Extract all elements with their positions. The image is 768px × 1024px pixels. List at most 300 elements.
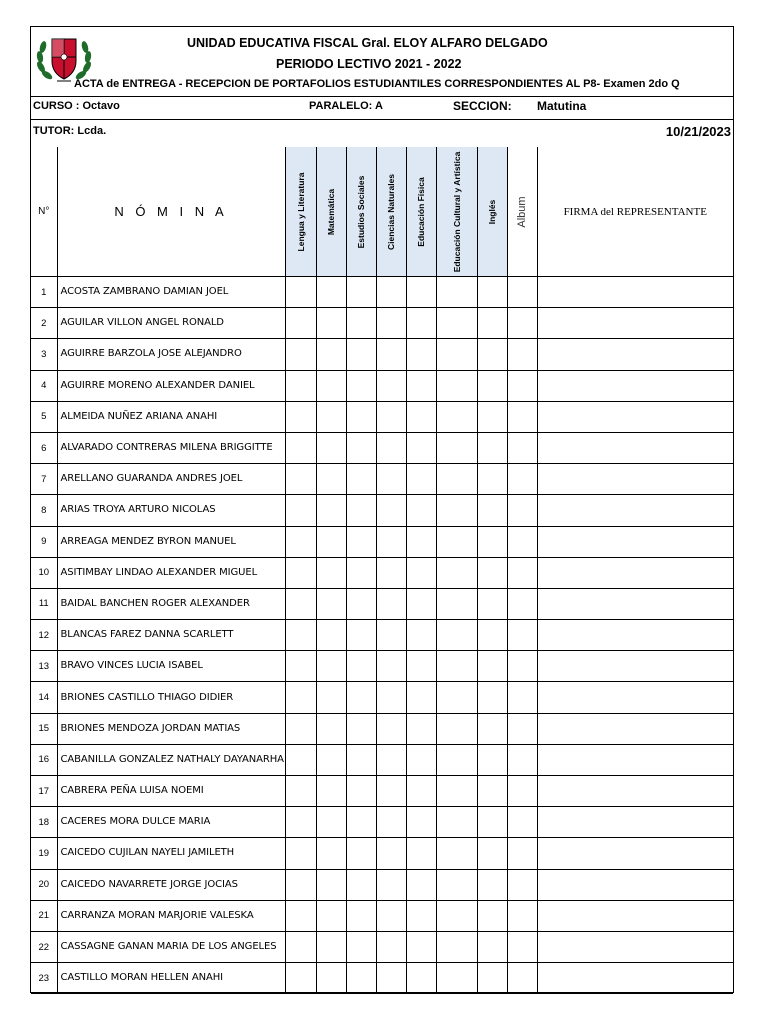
check-cell[interactable] xyxy=(477,588,507,619)
check-cell[interactable] xyxy=(477,277,507,308)
check-cell[interactable] xyxy=(285,682,316,713)
check-cell[interactable] xyxy=(316,776,346,807)
signature-cell[interactable] xyxy=(537,651,733,682)
check-cell[interactable] xyxy=(376,401,406,432)
signature-cell[interactable] xyxy=(537,713,733,744)
check-cell[interactable] xyxy=(285,401,316,432)
row-number: 4 xyxy=(31,370,57,401)
check-cell[interactable] xyxy=(346,526,376,557)
check-cell[interactable] xyxy=(436,963,477,994)
check-cell[interactable] xyxy=(316,401,346,432)
check-cell[interactable] xyxy=(346,339,376,370)
check-cell[interactable] xyxy=(285,651,316,682)
check-cell[interactable] xyxy=(376,277,406,308)
check-cell[interactable] xyxy=(507,869,537,900)
signature-cell[interactable] xyxy=(537,776,733,807)
check-cell[interactable] xyxy=(346,432,376,463)
check-cell[interactable] xyxy=(346,838,376,869)
signature-cell[interactable] xyxy=(537,963,733,994)
paralelo-label: PARALELO: A xyxy=(309,100,383,112)
check-cell[interactable] xyxy=(316,651,346,682)
check-cell[interactable] xyxy=(507,620,537,651)
check-cell[interactable] xyxy=(436,776,477,807)
subject-label: Matemática xyxy=(326,188,336,235)
table-row xyxy=(31,339,733,370)
check-cell[interactable] xyxy=(285,495,316,526)
check-cell[interactable] xyxy=(477,744,507,775)
row-number: 8 xyxy=(31,495,57,526)
check-cell[interactable] xyxy=(316,557,346,588)
table-row xyxy=(31,838,733,869)
check-cell[interactable] xyxy=(376,838,406,869)
header-subject xyxy=(346,147,376,277)
row-number: 12 xyxy=(31,620,57,651)
check-cell[interactable] xyxy=(346,277,376,308)
check-cell[interactable] xyxy=(285,807,316,838)
check-cell[interactable] xyxy=(346,869,376,900)
table-row xyxy=(31,277,733,308)
student-name: CASSAGNE GANAN MARIA DE LOS ANGELES xyxy=(57,931,285,962)
student-name: ALVARADO CONTRERAS MILENA BRIGGITTE xyxy=(57,432,285,463)
check-cell[interactable] xyxy=(316,620,346,651)
check-cell[interactable] xyxy=(436,744,477,775)
check-cell[interactable] xyxy=(346,713,376,744)
header-signature: FIRMA del REPRESENTANTE xyxy=(537,147,733,277)
check-cell[interactable] xyxy=(346,370,376,401)
check-cell[interactable] xyxy=(406,807,436,838)
check-cell[interactable] xyxy=(477,869,507,900)
student-name: ALMEIDA NUÑEZ ARIANA ANAHI xyxy=(57,401,285,432)
check-cell[interactable] xyxy=(406,869,436,900)
check-cell[interactable] xyxy=(285,776,316,807)
curso-label: CURSO : Octavo xyxy=(33,100,120,112)
table-row xyxy=(31,807,733,838)
check-cell[interactable] xyxy=(477,495,507,526)
check-cell[interactable] xyxy=(285,900,316,931)
table-row xyxy=(31,744,733,775)
student-name: ARELLANO GUARANDA ANDRES JOEL xyxy=(57,464,285,495)
check-cell[interactable] xyxy=(346,495,376,526)
student-name: ASITIMBAY LINDAO ALEXANDER MIGUEL xyxy=(57,557,285,588)
student-name: CASTILLO MORAN HELLEN ANAHI xyxy=(57,963,285,994)
row-number: 9 xyxy=(31,526,57,557)
table-row xyxy=(31,557,733,588)
check-cell[interactable] xyxy=(316,807,346,838)
student-name: BRIONES MENDOZA JORDAN MATIAS xyxy=(57,713,285,744)
header-subject xyxy=(285,147,316,277)
check-cell[interactable] xyxy=(406,931,436,962)
check-cell[interactable] xyxy=(285,838,316,869)
check-cell[interactable] xyxy=(346,776,376,807)
check-cell[interactable] xyxy=(507,370,537,401)
check-cell[interactable] xyxy=(477,432,507,463)
check-cell[interactable] xyxy=(316,869,346,900)
check-cell[interactable] xyxy=(507,931,537,962)
check-cell[interactable] xyxy=(285,277,316,308)
portfolio-table xyxy=(31,147,733,994)
student-name: AGUILAR VILLON ANGEL RONALD xyxy=(57,308,285,339)
check-cell[interactable] xyxy=(477,931,507,962)
check-cell[interactable] xyxy=(346,963,376,994)
header-subject xyxy=(406,147,436,277)
check-cell[interactable] xyxy=(507,464,537,495)
row-number: 10 xyxy=(31,557,57,588)
check-cell[interactable] xyxy=(436,401,477,432)
check-cell[interactable] xyxy=(507,963,537,994)
check-cell[interactable] xyxy=(316,370,346,401)
signature-cell[interactable] xyxy=(537,370,733,401)
check-cell[interactable] xyxy=(406,339,436,370)
check-cell[interactable] xyxy=(507,308,537,339)
row-number: 22 xyxy=(31,931,57,962)
check-cell[interactable] xyxy=(316,588,346,619)
check-cell[interactable] xyxy=(376,900,406,931)
check-cell[interactable] xyxy=(285,557,316,588)
check-cell[interactable] xyxy=(376,620,406,651)
check-cell[interactable] xyxy=(406,620,436,651)
check-cell[interactable] xyxy=(316,339,346,370)
check-cell[interactable] xyxy=(406,776,436,807)
check-cell[interactable] xyxy=(406,900,436,931)
student-name: CACERES MORA DULCE MARIA xyxy=(57,807,285,838)
check-cell[interactable] xyxy=(477,713,507,744)
check-cell[interactable] xyxy=(285,432,316,463)
table-row xyxy=(31,526,733,557)
check-cell[interactable] xyxy=(376,370,406,401)
check-cell[interactable] xyxy=(507,744,537,775)
check-cell[interactable] xyxy=(477,370,507,401)
check-cell[interactable] xyxy=(316,963,346,994)
check-cell[interactable] xyxy=(477,651,507,682)
check-cell[interactable] xyxy=(316,931,346,962)
check-cell[interactable] xyxy=(507,339,537,370)
check-cell[interactable] xyxy=(376,495,406,526)
check-cell[interactable] xyxy=(477,807,507,838)
check-cell[interactable] xyxy=(477,838,507,869)
signature-cell[interactable] xyxy=(537,339,733,370)
student-name: BRIONES CASTILLO THIAGO DIDIER xyxy=(57,682,285,713)
row-number: 2 xyxy=(31,308,57,339)
table-row xyxy=(31,776,733,807)
check-cell[interactable] xyxy=(436,900,477,931)
signature-cell[interactable] xyxy=(537,682,733,713)
header-subject xyxy=(436,147,477,277)
check-cell[interactable] xyxy=(376,651,406,682)
check-cell[interactable] xyxy=(316,432,346,463)
row-number: 21 xyxy=(31,900,57,931)
student-name: AGUIRRE BARZOLA JOSE ALEJANDRO xyxy=(57,339,285,370)
signature-cell[interactable] xyxy=(537,401,733,432)
check-cell[interactable] xyxy=(477,682,507,713)
check-cell[interactable] xyxy=(406,370,436,401)
row-number: 1 xyxy=(31,277,57,308)
tutor-label: TUTOR: Lcda. xyxy=(33,125,107,137)
check-cell[interactable] xyxy=(285,339,316,370)
check-cell[interactable] xyxy=(346,557,376,588)
check-cell[interactable] xyxy=(436,370,477,401)
divider xyxy=(31,96,733,97)
row-number: 17 xyxy=(31,776,57,807)
row-number: 11 xyxy=(31,588,57,619)
check-cell[interactable] xyxy=(285,526,316,557)
row-number: 18 xyxy=(31,807,57,838)
signature-cell[interactable] xyxy=(537,464,733,495)
check-cell[interactable] xyxy=(507,682,537,713)
table-row xyxy=(31,401,733,432)
check-cell[interactable] xyxy=(406,464,436,495)
check-cell[interactable] xyxy=(406,963,436,994)
check-cell[interactable] xyxy=(316,495,346,526)
signature-cell[interactable] xyxy=(537,308,733,339)
signature-cell[interactable] xyxy=(537,277,733,308)
check-cell[interactable] xyxy=(477,620,507,651)
check-cell[interactable] xyxy=(406,651,436,682)
check-cell[interactable] xyxy=(436,526,477,557)
check-cell[interactable] xyxy=(477,557,507,588)
header-album xyxy=(507,147,537,277)
student-name: BAIDAL BANCHEN ROGER ALEXANDER xyxy=(57,588,285,619)
check-cell[interactable] xyxy=(507,776,537,807)
check-cell[interactable] xyxy=(376,464,406,495)
check-cell[interactable] xyxy=(436,277,477,308)
check-cell[interactable] xyxy=(507,277,537,308)
check-cell[interactable] xyxy=(376,869,406,900)
check-cell[interactable] xyxy=(436,713,477,744)
check-cell[interactable] xyxy=(436,651,477,682)
signature-cell[interactable] xyxy=(537,588,733,619)
row-number: 14 xyxy=(31,682,57,713)
check-cell[interactable] xyxy=(406,277,436,308)
check-cell[interactable] xyxy=(346,900,376,931)
student-name: CAICEDO NAVARRETE JORGE JOCIAS xyxy=(57,869,285,900)
check-cell[interactable] xyxy=(346,464,376,495)
check-cell[interactable] xyxy=(436,308,477,339)
check-cell[interactable] xyxy=(436,869,477,900)
check-cell[interactable] xyxy=(346,931,376,962)
document-date: 10/21/2023 xyxy=(665,124,731,139)
check-cell[interactable] xyxy=(346,588,376,619)
check-cell[interactable] xyxy=(436,432,477,463)
check-cell[interactable] xyxy=(316,682,346,713)
check-cell[interactable] xyxy=(346,744,376,775)
header-number: N° xyxy=(31,147,57,277)
check-cell[interactable] xyxy=(406,495,436,526)
album-label: Album xyxy=(516,195,528,228)
signature-cell[interactable] xyxy=(537,557,733,588)
table-row xyxy=(31,464,733,495)
check-cell[interactable] xyxy=(376,931,406,962)
subject-label: Educación Cultural y Artística xyxy=(451,151,462,272)
row-number: 16 xyxy=(31,744,57,775)
check-cell[interactable] xyxy=(406,526,436,557)
check-cell[interactable] xyxy=(436,807,477,838)
table-row xyxy=(31,370,733,401)
check-cell[interactable] xyxy=(376,807,406,838)
student-name: BLANCAS FAREZ DANNA SCARLETT xyxy=(57,620,285,651)
signature-cell[interactable] xyxy=(537,807,733,838)
check-cell[interactable] xyxy=(316,744,346,775)
check-cell[interactable] xyxy=(507,557,537,588)
row-number: 20 xyxy=(31,869,57,900)
student-name: AGUIRRE MORENO ALEXANDER DANIEL xyxy=(57,370,285,401)
table-row xyxy=(31,620,733,651)
check-cell[interactable] xyxy=(436,339,477,370)
check-cell[interactable] xyxy=(376,339,406,370)
table-row xyxy=(31,495,733,526)
check-cell[interactable] xyxy=(285,744,316,775)
check-cell[interactable] xyxy=(285,308,316,339)
row-number: 6 xyxy=(31,432,57,463)
header-nomina: N Ó M I N A xyxy=(57,147,285,277)
header-subject xyxy=(376,147,406,277)
signature-cell[interactable] xyxy=(537,620,733,651)
table-row xyxy=(31,931,733,962)
check-cell[interactable] xyxy=(376,744,406,775)
check-cell[interactable] xyxy=(507,526,537,557)
check-cell[interactable] xyxy=(406,713,436,744)
row-number: 15 xyxy=(31,713,57,744)
student-name: ARREAGA MENDEZ BYRON MANUEL xyxy=(57,526,285,557)
check-cell[interactable] xyxy=(507,432,537,463)
check-cell[interactable] xyxy=(346,682,376,713)
check-cell[interactable] xyxy=(507,900,537,931)
signature-cell[interactable] xyxy=(537,526,733,557)
check-cell[interactable] xyxy=(285,869,316,900)
check-cell[interactable] xyxy=(436,838,477,869)
check-cell[interactable] xyxy=(316,838,346,869)
check-cell[interactable] xyxy=(507,807,537,838)
check-cell[interactable] xyxy=(285,588,316,619)
check-cell[interactable] xyxy=(285,963,316,994)
divider xyxy=(31,119,733,120)
check-cell[interactable] xyxy=(376,682,406,713)
check-cell[interactable] xyxy=(477,963,507,994)
table-row xyxy=(31,682,733,713)
check-cell[interactable] xyxy=(477,401,507,432)
check-cell[interactable] xyxy=(507,588,537,619)
check-cell[interactable] xyxy=(507,401,537,432)
check-cell[interactable] xyxy=(316,900,346,931)
check-cell[interactable] xyxy=(376,588,406,619)
check-cell[interactable] xyxy=(406,744,436,775)
check-cell[interactable] xyxy=(406,557,436,588)
check-cell[interactable] xyxy=(507,838,537,869)
signature-cell[interactable] xyxy=(537,744,733,775)
check-cell[interactable] xyxy=(477,526,507,557)
signature-cell[interactable] xyxy=(537,931,733,962)
check-cell[interactable] xyxy=(346,308,376,339)
check-cell[interactable] xyxy=(285,713,316,744)
check-cell[interactable] xyxy=(285,370,316,401)
check-cell[interactable] xyxy=(376,713,406,744)
subject-label: Lengua y Literatura xyxy=(295,172,306,251)
check-cell[interactable] xyxy=(376,776,406,807)
student-name: CABRERA PEÑA LUISA NOEMI xyxy=(57,776,285,807)
check-cell[interactable] xyxy=(477,339,507,370)
check-cell[interactable] xyxy=(436,557,477,588)
check-cell[interactable] xyxy=(507,651,537,682)
acta-sheet xyxy=(30,26,734,993)
signature-cell[interactable] xyxy=(537,838,733,869)
row-number: 3 xyxy=(31,339,57,370)
signature-cell[interactable] xyxy=(537,495,733,526)
check-cell[interactable] xyxy=(406,401,436,432)
table-header-row xyxy=(31,147,733,277)
check-cell[interactable] xyxy=(316,713,346,744)
table-row xyxy=(31,963,733,994)
subject-label: Educación Física xyxy=(416,176,426,247)
check-cell[interactable] xyxy=(316,464,346,495)
student-name: CARRANZA MORAN MARJORIE VALESKA xyxy=(57,900,285,931)
student-name: CABANILLA GONZALEZ NATHALY DAYANARHA xyxy=(57,744,285,775)
check-cell[interactable] xyxy=(406,682,436,713)
student-name: ARIAS TROYA ARTURO NICOLAS xyxy=(57,495,285,526)
school-name: UNIDAD EDUCATIVA FISCAL Gral. ELOY ALFARO DELGADO xyxy=(187,36,548,50)
student-name: BRAVO VINCES LUCIA ISABEL xyxy=(57,651,285,682)
check-cell[interactable] xyxy=(436,495,477,526)
check-cell[interactable] xyxy=(436,588,477,619)
row-number: 7 xyxy=(31,464,57,495)
check-cell[interactable] xyxy=(376,963,406,994)
check-cell[interactable] xyxy=(316,277,346,308)
check-cell[interactable] xyxy=(477,776,507,807)
check-cell[interactable] xyxy=(346,651,376,682)
row-number: 5 xyxy=(31,401,57,432)
check-cell[interactable] xyxy=(346,807,376,838)
signature-cell[interactable] xyxy=(537,900,733,931)
check-cell[interactable] xyxy=(316,526,346,557)
student-name: CAICEDO CUJILAN NAYELI JAMILETH xyxy=(57,838,285,869)
subject-label: Inglés xyxy=(487,199,497,224)
check-cell[interactable] xyxy=(477,464,507,495)
act-title: ACTA de ENTREGA - RECEPCION DE PORTAFOLIOS ESTUDIANTILES CORRESPONDIENTES AL P8- Examen 2do Q xyxy=(74,78,680,90)
check-cell[interactable] xyxy=(406,308,436,339)
check-cell[interactable] xyxy=(406,838,436,869)
subject-label: Ciencias Naturales xyxy=(386,173,396,250)
row-number: 23 xyxy=(31,963,57,994)
signature-cell[interactable] xyxy=(537,432,733,463)
check-cell[interactable] xyxy=(285,464,316,495)
check-cell[interactable] xyxy=(436,682,477,713)
check-cell[interactable] xyxy=(316,308,346,339)
check-cell[interactable] xyxy=(346,620,376,651)
table-row xyxy=(31,651,733,682)
check-cell[interactable] xyxy=(376,557,406,588)
check-cell[interactable] xyxy=(436,931,477,962)
check-cell[interactable] xyxy=(406,588,436,619)
check-cell[interactable] xyxy=(346,401,376,432)
table-row xyxy=(31,713,733,744)
check-cell[interactable] xyxy=(436,464,477,495)
check-cell[interactable] xyxy=(376,526,406,557)
table-row xyxy=(31,432,733,463)
check-cell[interactable] xyxy=(507,713,537,744)
header-subject xyxy=(316,147,346,277)
check-cell[interactable] xyxy=(436,620,477,651)
header-subject xyxy=(477,147,507,277)
signature-cell[interactable] xyxy=(537,869,733,900)
check-cell[interactable] xyxy=(285,620,316,651)
check-cell[interactable] xyxy=(376,432,406,463)
check-cell[interactable] xyxy=(477,308,507,339)
check-cell[interactable] xyxy=(376,308,406,339)
check-cell[interactable] xyxy=(406,432,436,463)
check-cell[interactable] xyxy=(285,931,316,962)
check-cell[interactable] xyxy=(477,900,507,931)
table-row xyxy=(31,308,733,339)
check-cell[interactable] xyxy=(507,495,537,526)
row-number: 19 xyxy=(31,838,57,869)
